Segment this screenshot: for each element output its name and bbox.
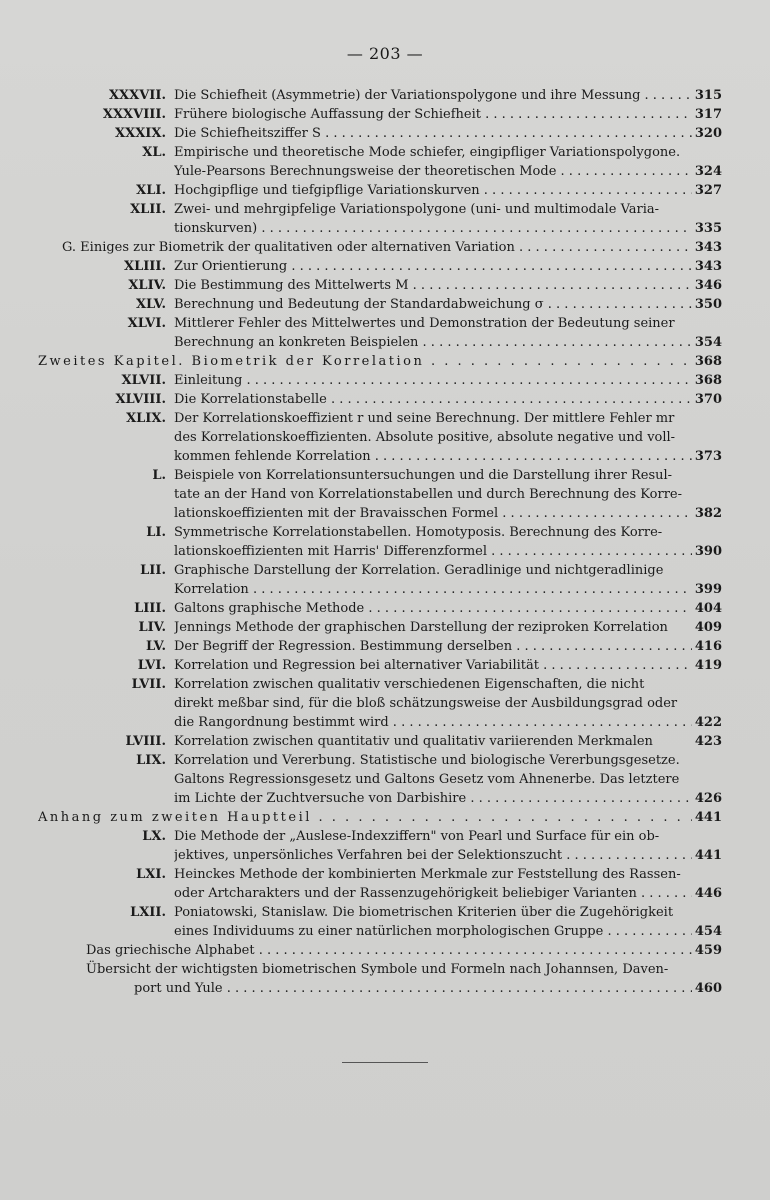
chapter-number: XXXIX. <box>115 126 166 141</box>
entry-title: Korrelation zwischen quantitativ und qualitativ variierenden Merkmalen <box>174 734 653 749</box>
entry-title: Berechnung und Bedeutung der Standardabweichung σ . . . <box>174 295 692 314</box>
toc-entry <box>0 409 770 428</box>
page-reference: 350 <box>694 297 722 312</box>
page-reference: 441 <box>694 810 722 825</box>
part-heading: Anhang zum zweiten Hauptteil . . . <box>38 808 692 827</box>
chapter-number: LV. <box>146 639 166 654</box>
toc-entry <box>0 637 770 656</box>
page-reference: 460 <box>694 981 722 996</box>
chapter-number: LIX. <box>136 753 166 768</box>
entry-title: Korrelation . . . <box>174 580 692 599</box>
toc-entry <box>0 903 770 922</box>
toc-entry <box>0 599 770 618</box>
toc-entry <box>0 580 770 599</box>
toc-entry <box>0 827 770 846</box>
page-reference: 423 <box>694 734 722 749</box>
chapter-number: LXI. <box>136 867 166 882</box>
toc-entry <box>0 295 770 314</box>
entry-title: oder Artcharakters und der Rassenzugehörigkeit beliebiger Varianten . . . <box>174 884 692 903</box>
toc-entry <box>0 390 770 409</box>
toc-entry <box>0 428 770 447</box>
entry-title: Hochgipflige und tiefgipflige Variationskurven . . . <box>174 181 692 200</box>
toc-entry <box>0 200 770 219</box>
part-heading: Zweites Kapitel. Biometrik der Korrelation . . . <box>38 352 692 371</box>
toc-entry <box>0 86 770 105</box>
entry-title: Heinckes Methode der kombinierten Merkmale zur Feststellung des Rassen- <box>174 867 681 882</box>
entry-title: die Rangordnung bestimmt wird . . . <box>174 713 692 732</box>
entry-title: Galtons Regressionsgesetz und Galtons Gesetz vom Ahnenerbe. Das letztere <box>174 772 680 787</box>
chapter-number: XLVI. <box>127 316 166 331</box>
entry-title: Die Korrelationstabelle . . . <box>174 390 692 409</box>
toc-entry <box>0 561 770 580</box>
toc-entry <box>0 770 770 789</box>
toc-entry <box>0 713 770 732</box>
chapter-number: XXXVIII. <box>102 107 166 122</box>
entry-title: Mittlerer Fehler des Mittelwertes und Demonstration der Bedeutung seiner <box>174 316 675 331</box>
page-reference: 409 <box>694 620 722 635</box>
page-reference: 382 <box>694 506 722 521</box>
entry-title: Übersicht der wichtigsten biometrischen Symbole und Formeln nach Johannsen, Daven- <box>86 962 669 977</box>
entry-title: lationskoeffizienten mit der Bravaisschen Formel . . . <box>174 504 692 523</box>
page-reference: 315 <box>694 88 722 103</box>
entry-title: tionskurven) . . . <box>174 219 692 238</box>
entry-title: Berechnung an konkreten Beispielen . . . <box>174 333 692 352</box>
chapter-number: LII. <box>140 563 166 578</box>
page-reference: 399 <box>694 582 722 597</box>
toc-entry <box>0 865 770 884</box>
chapter-number: LVII. <box>131 677 166 692</box>
page-reference: 327 <box>694 183 722 198</box>
page-reference: 320 <box>694 126 722 141</box>
toc-entry <box>0 846 770 865</box>
entry-title: Der Korrelationskoeffizient r und seine Berechnung. Der mittlere Fehler mr <box>174 411 675 426</box>
page-reference: 404 <box>694 601 722 616</box>
entry-title: Die Methode der „Auslese-Indexziffern" von Pearl und Surface für ein ob- <box>174 829 660 844</box>
entry-title: Die Bestimmung des Mittelwerts M . . . <box>174 276 692 295</box>
chapter-number: XLIX. <box>126 411 166 426</box>
chapter-number: XLVII. <box>121 373 166 388</box>
toc-entry <box>0 656 770 675</box>
toc-entry <box>0 808 770 827</box>
toc-entry <box>0 466 770 485</box>
entry-title: Die Schiefheit (Asymmetrie) der Variationspolygone und ihre Messung . . . <box>174 86 692 105</box>
page-reference: 419 <box>694 658 722 673</box>
entry-title: Der Begriff der Regression. Bestimmung derselben . . . <box>174 637 692 656</box>
toc-entry <box>0 371 770 390</box>
toc-entry <box>0 162 770 181</box>
page-reference: 459 <box>694 943 722 958</box>
page-reference: 354 <box>694 335 722 350</box>
toc-entry <box>0 922 770 941</box>
page-reference: 422 <box>694 715 722 730</box>
entry-title: im Lichte der Zuchtversuche von Darbishire . . . <box>174 789 692 808</box>
toc-entry <box>0 504 770 523</box>
chapter-number: LI. <box>146 525 166 540</box>
entry-title: Galtons graphische Methode . . . <box>174 599 692 618</box>
entry-title: Empirische und theoretische Mode schiefer, eingipfliger Variationspolygone. <box>174 145 681 160</box>
chapter-number: LVIII. <box>125 734 166 749</box>
chapter-number: XLV. <box>135 297 166 312</box>
entry-title: Zwei- und mehrgipfelige Variationspolygone (uni- und multimodale Varia- <box>174 202 660 217</box>
toc-entry <box>0 751 770 770</box>
toc-entry <box>0 314 770 333</box>
toc-entry <box>0 941 770 960</box>
toc-entry <box>0 979 770 998</box>
entry-title: Symmetrische Korrelationstabellen. Homotyposis. Berechnung des Korre- <box>174 525 663 540</box>
entry-title: Yule-Pearsons Berechnungsweise der theoretischen Mode . . . <box>174 162 692 181</box>
entry-title: Graphische Darstellung der Korrelation. Geradlinige und nichtgeradlinige <box>174 563 664 578</box>
page-reference: 317 <box>694 107 722 122</box>
toc-entry <box>0 542 770 561</box>
page-reference: 335 <box>694 221 722 236</box>
chapter-number: XXXVII. <box>108 88 166 103</box>
chapter-number: XL. <box>142 145 166 160</box>
toc-entry <box>0 219 770 238</box>
toc-entry <box>0 124 770 143</box>
entry-title: Einleitung . . . <box>174 371 692 390</box>
entry-title: port und Yule . . . <box>134 979 692 998</box>
page-reference: 416 <box>694 639 722 654</box>
entry-title: Korrelation und Regression bei alternativer Variabilität . . . <box>174 656 692 675</box>
chapter-number: LIII. <box>134 601 166 616</box>
page-reference: 446 <box>694 886 722 901</box>
entry-title: Korrelation und Vererbung. Statistische und biologische Vererbungsgesetze. <box>174 753 680 768</box>
chapter-number: L. <box>152 468 166 483</box>
closing-rule <box>342 1062 428 1063</box>
page-reference: 370 <box>694 392 722 407</box>
page-reference: 454 <box>694 924 722 939</box>
entry-title: des Korrelationskoeffizienten. Absolute positive, absolute negative und voll- <box>174 430 676 445</box>
page-number: — 203 — <box>346 44 424 63</box>
chapter-number: XLIV. <box>128 278 166 293</box>
entry-title: Beispiele von Korrelationsuntersuchungen und die Darstellung ihrer Resul- <box>174 468 673 483</box>
page-reference: 343 <box>694 240 722 255</box>
toc-entry <box>0 181 770 200</box>
entry-title: jektives, unpersönliches Verfahren bei der Selektionszucht . . . <box>174 846 692 865</box>
toc-entry <box>0 105 770 124</box>
entry-title: tate an der Hand von Korrelationstabellen und durch Berechnung des Korre- <box>174 487 683 502</box>
page-reference: 343 <box>694 259 722 274</box>
page-reference: 441 <box>694 848 722 863</box>
entry-title: lationskoeffizienten mit Harris' Differenzformel . . . <box>174 542 692 561</box>
toc-entry <box>0 143 770 162</box>
toc-entry <box>0 732 770 751</box>
toc-entry <box>0 238 770 257</box>
toc-entry <box>0 960 770 979</box>
page-reference: 368 <box>694 373 722 388</box>
entry-title: Das griechische Alphabet . . . <box>86 941 692 960</box>
entry-title: kommen fehlende Korrelation . . . <box>174 447 692 466</box>
toc-entry <box>0 352 770 371</box>
entry-title: Zur Orientierung . . . <box>174 257 692 276</box>
toc-entry <box>0 276 770 295</box>
chapter-number: XLII. <box>130 202 166 217</box>
chapter-number: LVI. <box>137 658 166 673</box>
chapter-number: XLI. <box>136 183 166 198</box>
toc-entry <box>0 618 770 637</box>
entry-title: Poniatowski, Stanislaw. Die biometrischen Kriterien über die Zugehörigkeit <box>174 905 674 920</box>
entry-title: Frühere biologische Auffassung der Schiefheit . . . <box>174 105 692 124</box>
page-reference: 373 <box>694 449 722 464</box>
toc-entry <box>0 257 770 276</box>
toc-entry <box>0 694 770 713</box>
chapter-number: LX. <box>142 829 166 844</box>
entry-title: direkt meßbar sind, für die bloß schätzungsweise der Ausbildungsgrad oder <box>174 696 678 711</box>
toc-entry <box>0 333 770 352</box>
entry-title: G. Einiges zur Biometrik der qualitativen oder alternativen Variation . . . <box>62 238 692 257</box>
chapter-number: LIV. <box>138 620 166 635</box>
chapter-number: XLVIII. <box>115 392 166 407</box>
table-of-contents <box>0 86 770 998</box>
page-reference: 368 <box>694 354 722 369</box>
page-reference: 426 <box>694 791 722 806</box>
toc-entry <box>0 485 770 504</box>
toc-entry <box>0 447 770 466</box>
page-reference: 324 <box>694 164 722 179</box>
toc-entry <box>0 523 770 542</box>
entry-title: Jennings Methode der graphischen Darstellung der reziproken Korrelation <box>174 620 668 635</box>
entry-title: Die Schiefheitsziffer S . . . <box>174 124 692 143</box>
chapter-number: XLIII. <box>124 259 166 274</box>
chapter-number: LXII. <box>130 905 166 920</box>
page-reference: 346 <box>694 278 722 293</box>
toc-entry <box>0 789 770 808</box>
entry-title: Korrelation zwischen qualitativ verschiedenen Eigenschaften, die nicht <box>174 677 645 692</box>
toc-entry <box>0 675 770 694</box>
toc-entry <box>0 884 770 903</box>
entry-title: eines Individuums zu einer natürlichen morphologischen Gruppe . . . <box>174 922 692 941</box>
page-reference: 390 <box>694 544 722 559</box>
